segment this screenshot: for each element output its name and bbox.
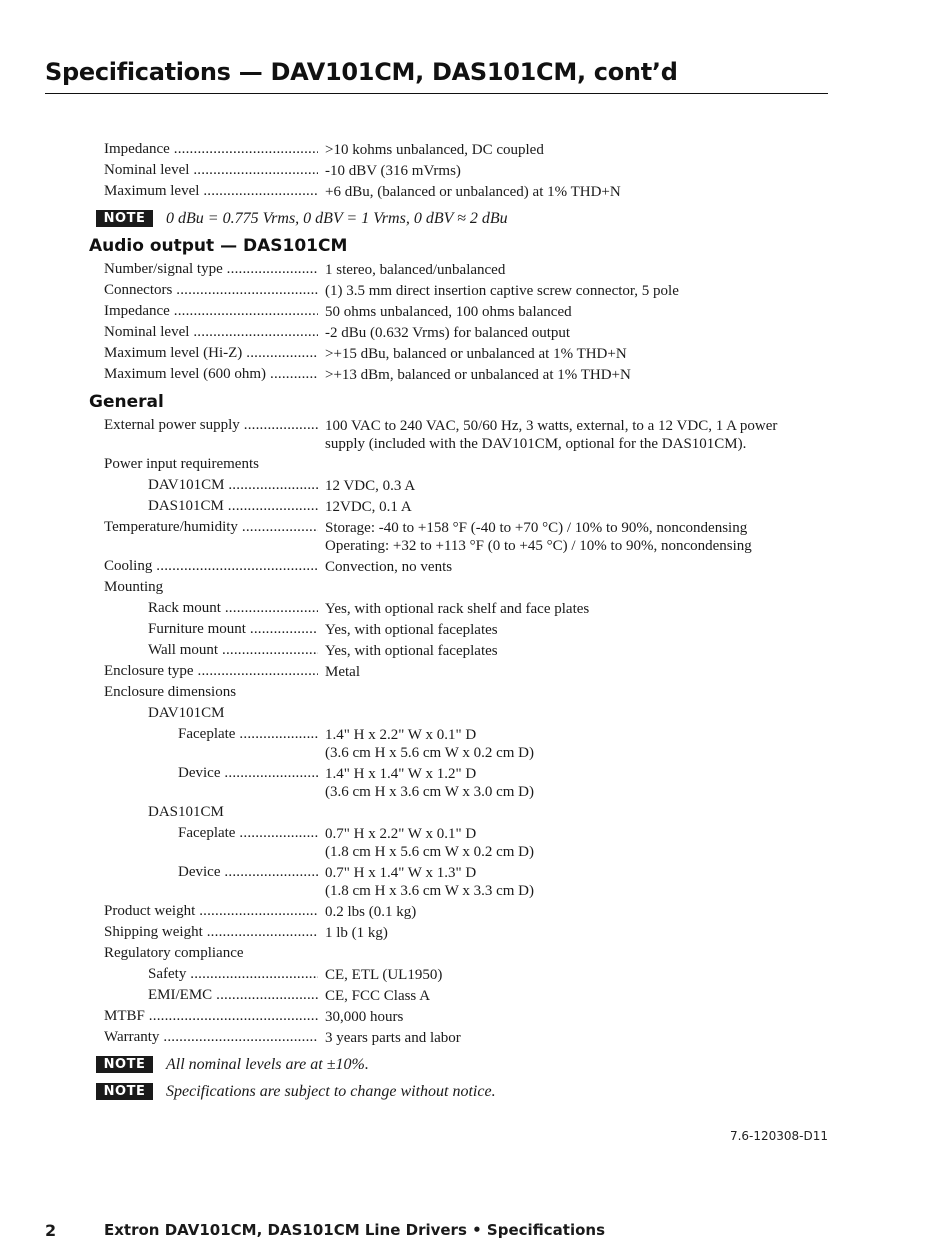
- spec-label: Rack mount .....: [148, 598, 318, 619]
- page-title: Specifications — DAV101CM, DAS101CM, cont’d: [45, 58, 678, 86]
- spec-value: Metal: [325, 663, 360, 680]
- spec-label: Temperature/humidity .....: [104, 517, 318, 538]
- spec-subgroup-label: DAS101CM: [148, 804, 224, 820]
- note-badge: NOTE: [96, 210, 153, 227]
- spec-label: Enclosure type .....: [104, 661, 318, 682]
- spec-value-line: Storage: -40 to +158 °F (-40 to +70 °C) / 10% to 90%, noncondensing: [325, 519, 748, 536]
- spec-row: [0, 475, 950, 496]
- spec-row: [0, 364, 950, 385]
- spec-subgroup-label: DAV101CM: [148, 705, 225, 721]
- spec-value: +6 dBu, (balanced or unbalanced) at 1% THD+N: [325, 183, 621, 200]
- spec-row-nominal-level: [0, 160, 950, 181]
- spec-row: [0, 862, 950, 901]
- spec-label: Maximum level (600 ohm) .....: [104, 364, 318, 385]
- spec-label: Number/signal type .....: [104, 259, 318, 280]
- note-nominal-levels: [0, 1054, 950, 1075]
- spec-value: Yes, with optional faceplates: [325, 642, 498, 659]
- spec-value: >+13 dBm, balanced or unbalanced at 1% THD+N: [325, 366, 631, 383]
- spec-value-line: (1.8 cm H x 3.6 cm W x 3.3 cm D): [325, 882, 534, 899]
- spec-label: Faceplate .....: [178, 823, 318, 844]
- spec-label: Product weight .....: [104, 901, 318, 922]
- spec-row-power-supply: [0, 415, 950, 454]
- spec-label: Safety .....: [148, 964, 318, 985]
- spec-value: [325, 724, 845, 762]
- spec-group-label: Power input requirements: [104, 456, 259, 472]
- spec-value: >+15 dBu, balanced or unbalanced at 1% THD+N: [325, 345, 627, 362]
- spec-value: [325, 415, 845, 453]
- note-specifications-change: [0, 1081, 950, 1102]
- spec-label: Nominal level .....: [104, 322, 318, 343]
- spec-value-line: 100 VAC to 240 VAC, 50/60 Hz, 3 watts, external, to a 12 VDC, 1 A power: [325, 417, 778, 434]
- spec-content: [0, 139, 950, 1106]
- section-heading-general: General: [89, 392, 164, 412]
- note-badge: NOTE: [96, 1083, 153, 1100]
- spec-row: [0, 823, 950, 862]
- spec-label: Impedance .....: [104, 301, 318, 322]
- note-badge: NOTE: [96, 1056, 153, 1073]
- spec-value: [325, 517, 845, 555]
- section-heading-audio-output: Audio output — DAS101CM: [89, 236, 348, 256]
- spec-value: 12 VDC, 0.3 A: [325, 477, 416, 494]
- spec-row: [0, 343, 950, 364]
- title-rule: [45, 93, 828, 94]
- spec-value-line: (3.6 cm H x 5.6 cm W x 0.2 cm D): [325, 744, 534, 761]
- spec-row-maximum-level: [0, 181, 950, 202]
- spec-group-regulatory: [0, 943, 950, 964]
- spec-label: Furniture mount .....: [148, 619, 318, 640]
- spec-value: 3 years parts and labor: [325, 1029, 461, 1046]
- document-number: 7.6-120308-D11: [729, 1129, 828, 1143]
- spec-row: [0, 259, 950, 280]
- spec-row: [0, 280, 950, 301]
- spec-row: [0, 598, 950, 619]
- spec-value: 0.2 lbs (0.1 kg): [325, 903, 417, 920]
- spec-subgroup-dav: [0, 703, 950, 724]
- spec-value-line: 1.4" H x 2.2" W x 0.1" D: [325, 726, 477, 743]
- spec-value: 30,000 hours: [325, 1008, 404, 1025]
- spec-value-line: (1.8 cm H x 5.6 cm W x 0.2 cm D): [325, 843, 534, 860]
- spec-value: -10 dBV (316 mVrms): [325, 162, 461, 179]
- note-text: 0 dBu = 0.775 Vrms, 0 dBV = 1 Vrms, 0 dBV ≈ 2 dBu: [166, 210, 508, 227]
- spec-row-warranty: [0, 1027, 950, 1048]
- spec-row: [0, 496, 950, 517]
- spec-label: Device .....: [178, 862, 318, 883]
- spec-value: [325, 763, 845, 801]
- note-text: Specifications are subject to change without notice.: [166, 1083, 496, 1100]
- spec-label: Maximum level .....: [104, 181, 318, 202]
- spec-value: (1) 3.5 mm direct insertion captive screw connector, 5 pole: [325, 282, 679, 299]
- spec-label: Maximum level (Hi-Z) .....: [104, 343, 318, 364]
- spec-value-line: supply (included with the DAV101CM, optional for the DAS101CM).: [325, 435, 747, 452]
- spec-value-line: 1.4" H x 1.4" W x 1.2" D: [325, 765, 477, 782]
- spec-value: CE, FCC Class A: [325, 987, 431, 1004]
- spec-row: [0, 301, 950, 322]
- spec-row-temperature: [0, 517, 950, 556]
- spec-label: Wall mount .....: [148, 640, 318, 661]
- spec-row-impedance: [0, 139, 950, 160]
- spec-value-line: 0.7" H x 1.4" W x 1.3" D: [325, 864, 477, 881]
- spec-row-product-weight: [0, 901, 950, 922]
- note-text: All nominal levels are at ±10%.: [166, 1056, 369, 1073]
- spec-value-line: Operating: +32 to +113 °F (0 to +45 °C) / 10% to 90%, noncondensing: [325, 537, 752, 554]
- spec-value: [325, 862, 845, 900]
- spec-value: 50 ohms unbalanced, 100 ohms balanced: [325, 303, 572, 320]
- spec-value: [325, 823, 845, 861]
- spec-row-cooling: [0, 556, 950, 577]
- spec-value: -2 dBu (0.632 Vrms) for balanced output: [325, 324, 571, 341]
- spec-row: [0, 724, 950, 763]
- spec-label: Faceplate .....: [178, 724, 318, 745]
- spec-row: [0, 763, 950, 802]
- spec-value: Yes, with optional rack shelf and face plates: [325, 600, 590, 617]
- spec-label: MTBF .....: [104, 1006, 318, 1027]
- spec-label: Connectors .....: [104, 280, 318, 301]
- spec-row: [0, 640, 950, 661]
- spec-group-label: Mounting: [104, 579, 164, 595]
- spec-label: Device .....: [178, 763, 318, 784]
- spec-label: DAS101CM .....: [148, 496, 318, 517]
- page-number: 2: [45, 1221, 57, 1240]
- spec-row: [0, 985, 950, 1006]
- spec-row: [0, 619, 950, 640]
- spec-subgroup-das: [0, 802, 950, 823]
- spec-value: 1 stereo, balanced/unbalanced: [325, 261, 506, 278]
- spec-group-label: Regulatory compliance: [104, 945, 244, 961]
- spec-value-line: (3.6 cm H x 3.6 cm W x 3.0 cm D): [325, 783, 534, 800]
- spec-row-enclosure-type: [0, 661, 950, 682]
- note-levels-conversion: [0, 208, 950, 229]
- spec-value: 1 lb (1 kg): [325, 924, 388, 941]
- spec-label: Cooling .....: [104, 556, 318, 577]
- spec-label: Shipping weight .....: [104, 922, 318, 943]
- spec-group-mounting: [0, 577, 950, 598]
- spec-value: 12VDC, 0.1 A: [325, 498, 412, 515]
- spec-label: Warranty .....: [104, 1027, 318, 1048]
- spec-value: >10 kohms unbalanced, DC coupled: [325, 141, 544, 158]
- spec-value: Convection, no vents: [325, 558, 453, 575]
- spec-row-mtbf: [0, 1006, 950, 1027]
- spec-row: [0, 964, 950, 985]
- spec-label: DAV101CM .....: [148, 475, 318, 496]
- spec-value: Yes, with optional faceplates: [325, 621, 498, 638]
- spec-value-line: 0.7" H x 2.2" W x 0.1" D: [325, 825, 477, 842]
- spec-value: CE, ETL (UL1950): [325, 966, 443, 983]
- spec-label: EMI/EMC .....: [148, 985, 318, 1006]
- spec-row: [0, 322, 950, 343]
- spec-label: External power supply .....: [104, 415, 318, 436]
- spec-group-power-input: [0, 454, 950, 475]
- spec-group-label: Enclosure dimensions: [104, 684, 237, 700]
- spec-label: Impedance .....: [104, 139, 318, 160]
- spec-label: Nominal level .....: [104, 160, 318, 181]
- spec-group-enclosure-dimensions: [0, 682, 950, 703]
- spec-row-shipping-weight: [0, 922, 950, 943]
- footer-title: Extron DAV101CM, DAS101CM Line Drivers • Specifications: [104, 1221, 606, 1239]
